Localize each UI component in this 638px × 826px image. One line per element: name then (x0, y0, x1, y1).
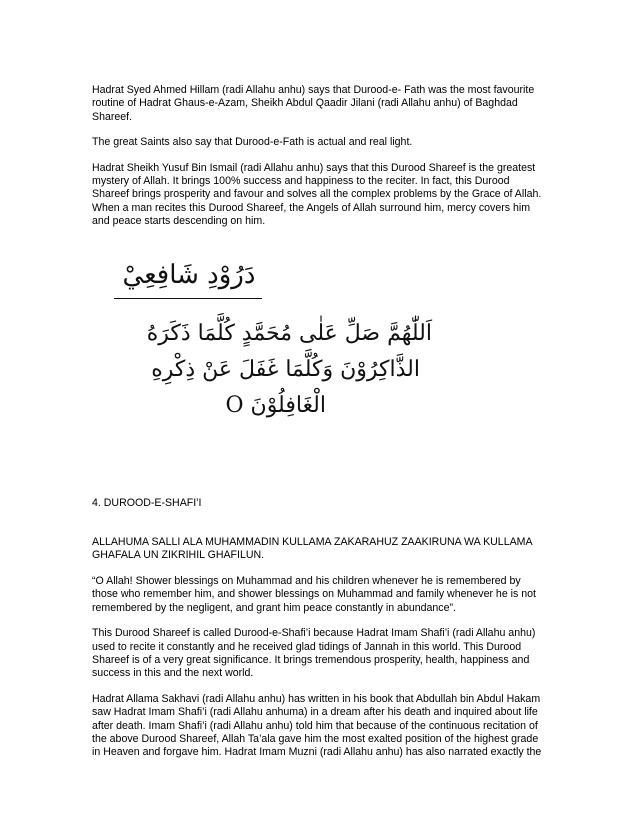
arabic-durood-image (92, 257, 548, 435)
arabic-line-1: اَللّٰهُمَّ صَلِّ عَلٰى مُحَمَّدٍ كُلَّمَا ذَكَرَهُ (146, 320, 432, 346)
paragraph-durood-fath-light: The great Saints also say that Durood-e-Fath is actual and real light. (92, 136, 413, 149)
arabic-title: دَرُوْدِ شَافِعِيْ (122, 259, 256, 290)
paragraph-sakhavi-narration: Hadrat Allama Sakhavi (radi Allahu anhu) has written in his book that Abdullah bin Abdul Hakam saw Hadrat Imam Shafi’i (radi Allahu anhuma) in a dream after his death and inquired about life after death. Imam Shafi’i (radi Allahu anhu) told him that because of the continuous recitation of the above Durood Shareef, Allah Ta’ala gave him the most exalted position of the highest grade in Heaven and forgave him. Hadrat Imam Muzni (radi Allahu anhu) has also narrated exactly the (92, 692, 542, 759)
arabic-line-2: الذَّاكِرُوْنَ وَكُلَّمَا غَفَلَ عَنْ ذِكْرِهِ (151, 356, 420, 382)
arabic-title-underline (114, 298, 262, 299)
paragraph-durood-fath-mystery: Hadrat Sheikh Yusuf Bin Ismail (radi Allahu anhu) says that this Durood Shareef is the greatest mystery of Allah. It brings 100% success and happiness to the reciter. In fact, this Durood Shareef brings prosperity and favour and solves all the complex problems by the Grace of Allah. When a man recites this Durood Shareef, the Angels of Allah surround him, mercy covers him and peace starts descending on him. (92, 161, 542, 228)
paragraph-significance: This Durood Shareef is called Durood-e-Shafi’i because Hadrat Imam Shafi’i (radi Allahu anhu) used to recite it constantly and he received glad tidings of Jannah in this world. This Durood Shareef is of a very great significance. It brings tremendous prosperity, health, happiness and success in this and the next world. (92, 627, 536, 680)
paragraph-durood-fath-routine: Hadrat Syed Ahmed Hillam (radi Allahu anhu) says that Durood-e- Fath was the most favourite routine of Hadrat Ghaus-e-Azam, Sheikh Abdul Qaadir Jilani (radi Allahu anhu) of Baghdad Shareef. (92, 84, 535, 123)
paragraph-translation: “O Allah! Shower blessings on Muhammad and his children whenever he is remembered by those who remember him, and shower blessings on Muhammad and family whenever he is not remembered by the negligent, and grant him peace constantly in abundance”. (92, 574, 536, 614)
paragraph-transliteration: ALLAHUMA SALLI ALA MUHAMMADIN KULLAMA ZAKARAHUZ ZAAKIRUNA WA KULLAMA GHAFALA UN ZIKRIHIL GHAFILUN. (92, 536, 532, 562)
document-page (92, 84, 548, 772)
arabic-line-3: الْغَافِلُوْنَ O (225, 392, 326, 418)
section-heading: 4. DUROOD-E-SHAFI’I (92, 496, 202, 509)
